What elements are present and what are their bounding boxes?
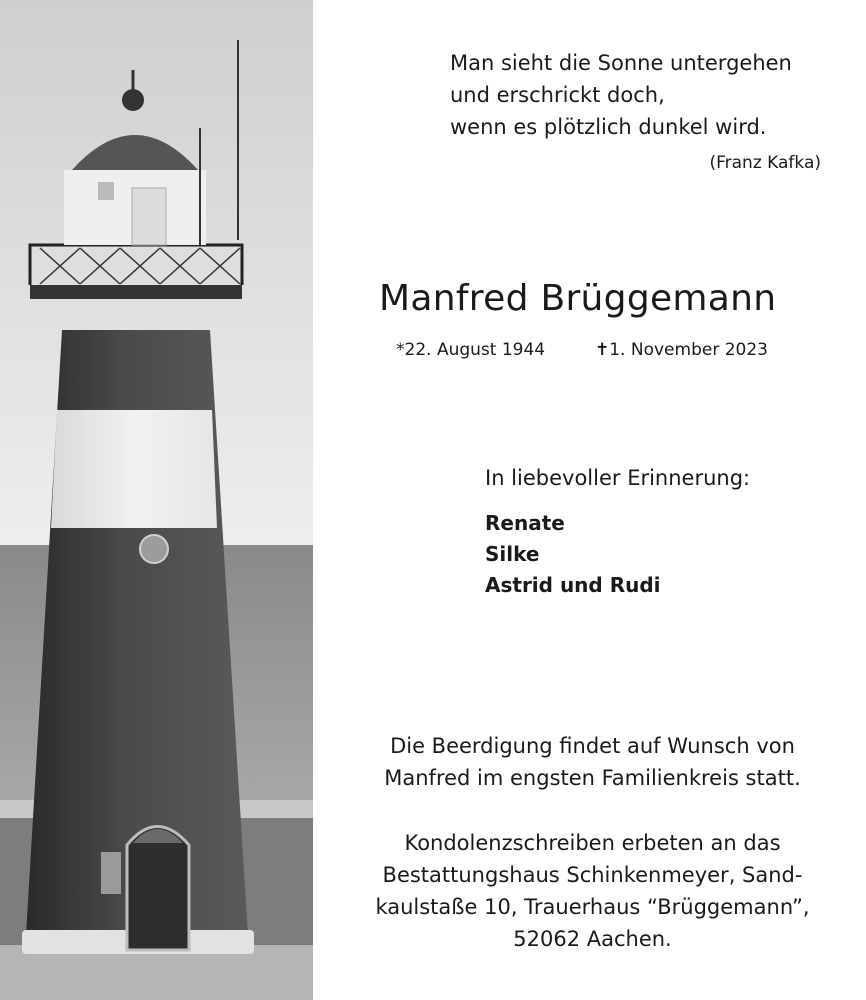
- mourner-name: Renate: [485, 511, 565, 535]
- birth-date: *22. August 1944: [396, 340, 546, 360]
- quote-author: (Franz Kafka): [709, 153, 821, 173]
- mourner-name: Silke: [485, 542, 540, 566]
- quote-line: wenn es plötzlich dunkel wird.: [450, 115, 767, 139]
- quote-line: und erschrickt doch,: [450, 83, 665, 107]
- death-date: ✝1. November 2023: [595, 340, 768, 360]
- condolence-notice: [340, 827, 845, 955]
- condolence-line: kaulstaße 10, Trauerhaus “Brüggemann”,: [375, 895, 810, 919]
- condolence-line: 52062 Aachen.: [513, 927, 672, 951]
- memory-heading: In liebevoller Erinnerung:: [485, 466, 751, 490]
- notice-line: Manfred im engsten Familienkreis statt.: [384, 766, 801, 790]
- funeral-notice: [340, 730, 845, 794]
- mourner-name: Astrid und Rudi: [485, 573, 661, 597]
- notice-line: Die Beerdigung findet auf Wunsch von: [390, 734, 795, 758]
- deceased-name: Manfred Brüggemann: [379, 278, 777, 319]
- lighthouse-image: [0, 0, 313, 1000]
- quote: [450, 47, 792, 143]
- mourner-list: [485, 508, 661, 601]
- condolence-line: Kondolenzschreiben erbeten an das: [404, 831, 781, 855]
- quote-line: Man sieht die Sonne untergehen: [450, 51, 792, 75]
- condolence-line: Bestattungshaus Schinkenmeyer, Sand-: [382, 863, 803, 887]
